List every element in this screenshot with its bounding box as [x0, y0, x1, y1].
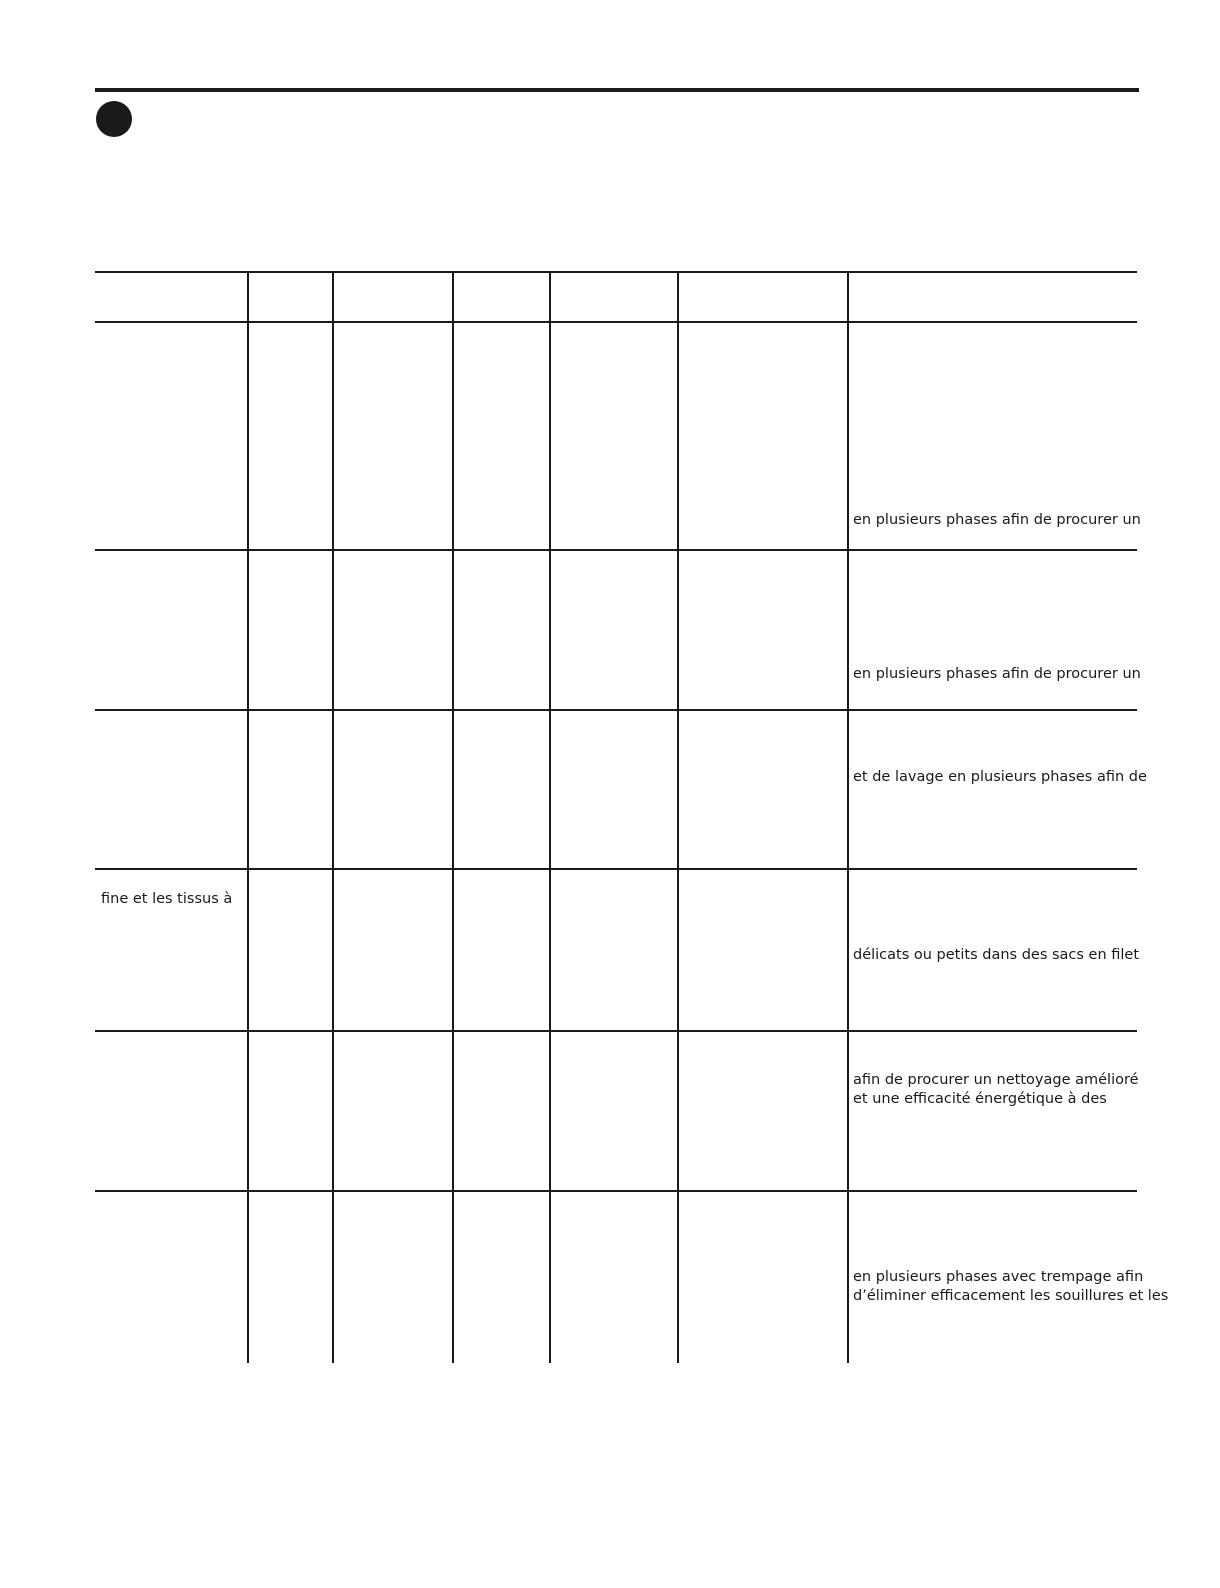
description-text: et de lavage en plusieurs phases afin de: [853, 769, 1147, 785]
table-rule-row: [95, 868, 1137, 870]
table-rule-row: [95, 1190, 1137, 1192]
description-text: d’éliminer efficacement les souillures et les: [853, 1288, 1169, 1304]
description-text: en plusieurs phases afin de procurer un: [853, 666, 1141, 682]
top-rule: [95, 88, 1139, 92]
description-text: en plusieurs phases afin de procurer un: [853, 512, 1141, 528]
description-text: et une efficacité énergétique à des: [853, 1091, 1107, 1107]
cycle-name-text: fine et les tissus à: [101, 891, 233, 907]
column-divider: [549, 271, 551, 1363]
description-text: afin de procurer un nettoyage amélioré: [853, 1072, 1139, 1088]
column-divider: [677, 271, 679, 1363]
table-rule-top: [95, 271, 1137, 273]
table-rule-header: [95, 321, 1137, 323]
description-text: délicats ou petits dans des sacs en filet: [853, 947, 1140, 963]
table-rule-row: [95, 709, 1137, 711]
section-bullet-icon: [96, 101, 132, 137]
column-divider: [452, 271, 454, 1363]
column-divider: [247, 271, 249, 1363]
table-rule-row: [95, 549, 1137, 551]
description-text: en plusieurs phases avec trempage afin: [853, 1269, 1144, 1285]
column-divider: [332, 271, 334, 1363]
table-rule-row: [95, 1030, 1137, 1032]
column-divider: [847, 271, 849, 1363]
